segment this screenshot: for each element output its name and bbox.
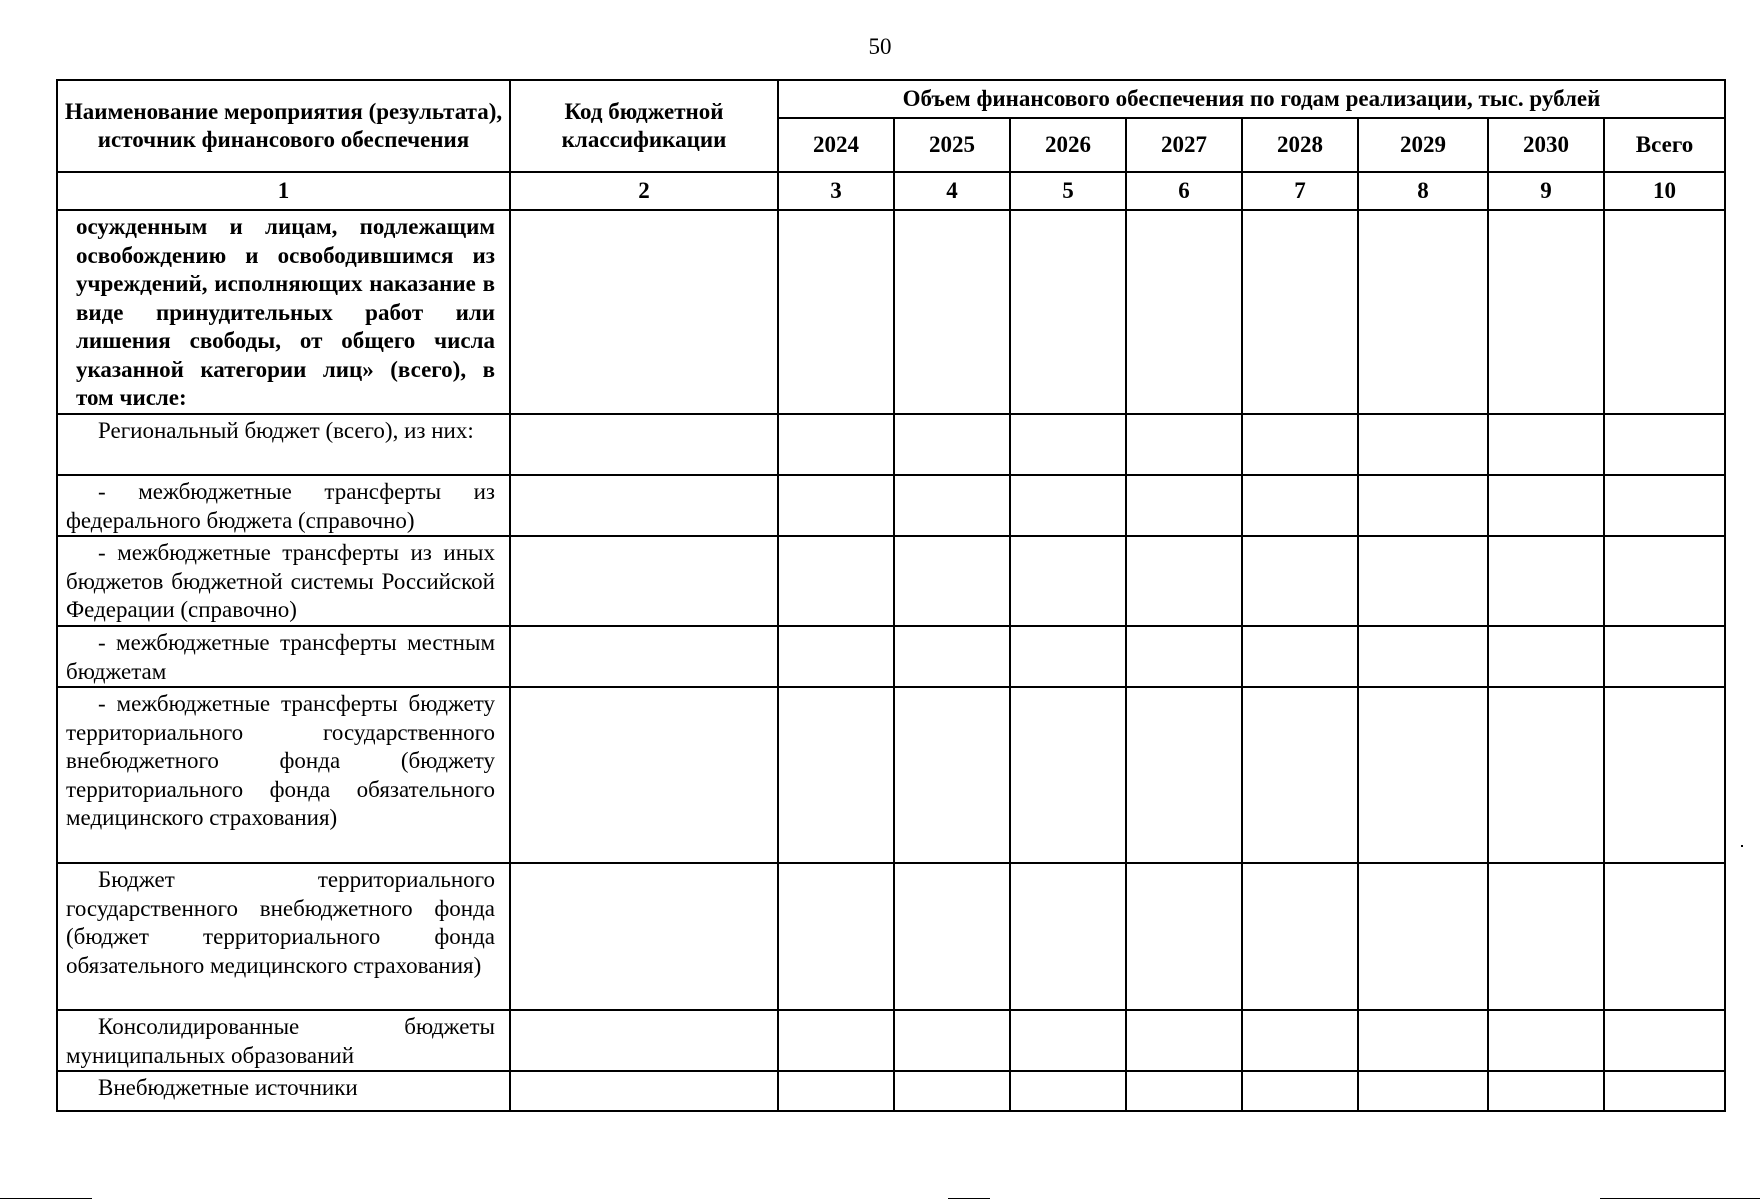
column-number: 9: [1488, 172, 1604, 210]
budget-table: [56, 79, 1726, 1112]
column-number: 3: [778, 172, 894, 210]
header-year: 2029: [1358, 118, 1488, 172]
row-name: [57, 475, 510, 536]
table-row: [57, 414, 1725, 475]
row-name: [57, 1010, 510, 1071]
row-name: [57, 687, 510, 863]
row-name-text: - межбюджетные трансферты из федерального бюджета (справочно): [66, 479, 495, 533]
row-code: [510, 475, 778, 536]
table-row: [57, 626, 1725, 687]
row-name: [57, 536, 510, 626]
column-number: 10: [1604, 172, 1725, 210]
header-year: 2024: [778, 118, 894, 172]
header-year: 2026: [1010, 118, 1126, 172]
row-code: [510, 1010, 778, 1071]
row-code: [510, 687, 778, 863]
header-name-column: Наименование мероприятия (результата), источник финансового обеспечения: [57, 80, 510, 172]
row-code: [510, 626, 778, 687]
row-name: [57, 626, 510, 687]
column-number: 6: [1126, 172, 1242, 210]
table-row: [57, 863, 1725, 1010]
row-name-text: - межбюджетные трансферты местным бюджетам: [66, 630, 495, 684]
row-code: [510, 863, 778, 1010]
row-name: [57, 414, 510, 475]
row-code: [510, 210, 778, 414]
header-code-column: Код бюджетной классификации: [510, 80, 778, 172]
header-row-main: [57, 80, 1725, 118]
footer-rule: [1600, 1198, 1760, 1199]
column-number: 8: [1358, 172, 1488, 210]
row-name: осужденным и лицам, подлежащим освобождению и освободившимся из учреждений, исполняющих наказание в виде принудительных работ или лишения свободы, от общего числа указанной категории лиц» (всего), в том числе:: [57, 210, 510, 414]
header-volume-column: Объем финансового обеспечения по годам реализации, тыс. рублей: [778, 80, 1725, 118]
footer-rule: [0, 1198, 92, 1199]
table-row: [57, 687, 1725, 863]
page-number: 50: [868, 34, 892, 59]
table-row: [57, 1010, 1725, 1071]
row-name-text: Региональный бюджет (всего), из них:: [98, 418, 474, 443]
header-year: 2025: [894, 118, 1010, 172]
row-name-text: - межбюджетные трансферты бюджету территориального государственного внебюджетного фонда (бюджету территориального фонда обязательного медицинского страхования): [66, 691, 495, 830]
row-name-text: Консолидированные бюджеты муниципальных образований: [66, 1014, 495, 1068]
row-code: [510, 414, 778, 475]
row-name: [57, 1071, 510, 1111]
column-number: 4: [894, 172, 1010, 210]
table-row: [57, 1071, 1725, 1111]
row-code: [510, 536, 778, 626]
header-year: 2027: [1126, 118, 1242, 172]
row-name-text: - межбюджетные трансферты из иных бюджетов бюджетной системы Российской Федерации (справочно): [66, 540, 495, 622]
header-total: Всего: [1604, 118, 1725, 172]
column-number: 2: [510, 172, 778, 210]
row-code: [510, 1071, 778, 1111]
scan-speck: [1741, 845, 1743, 847]
row-name: [57, 863, 510, 1010]
footer-rule: [948, 1198, 990, 1199]
column-number: 1: [57, 172, 510, 210]
header-row-numbers: [57, 172, 1725, 210]
row-name-text: Внебюджетные источники: [98, 1075, 358, 1100]
header-year: 2030: [1488, 118, 1604, 172]
header-year: 2028: [1242, 118, 1358, 172]
budget-table-container: [56, 79, 1724, 1112]
table-row: [57, 536, 1725, 626]
column-number: 5: [1010, 172, 1126, 210]
row-name-text: Бюджет территориального государственного внебюджетного фонда (бюджет территориального фонда обязательного медицинского страхования): [66, 867, 495, 978]
column-number: 7: [1242, 172, 1358, 210]
table-row: [57, 210, 1725, 414]
table-row: [57, 475, 1725, 536]
